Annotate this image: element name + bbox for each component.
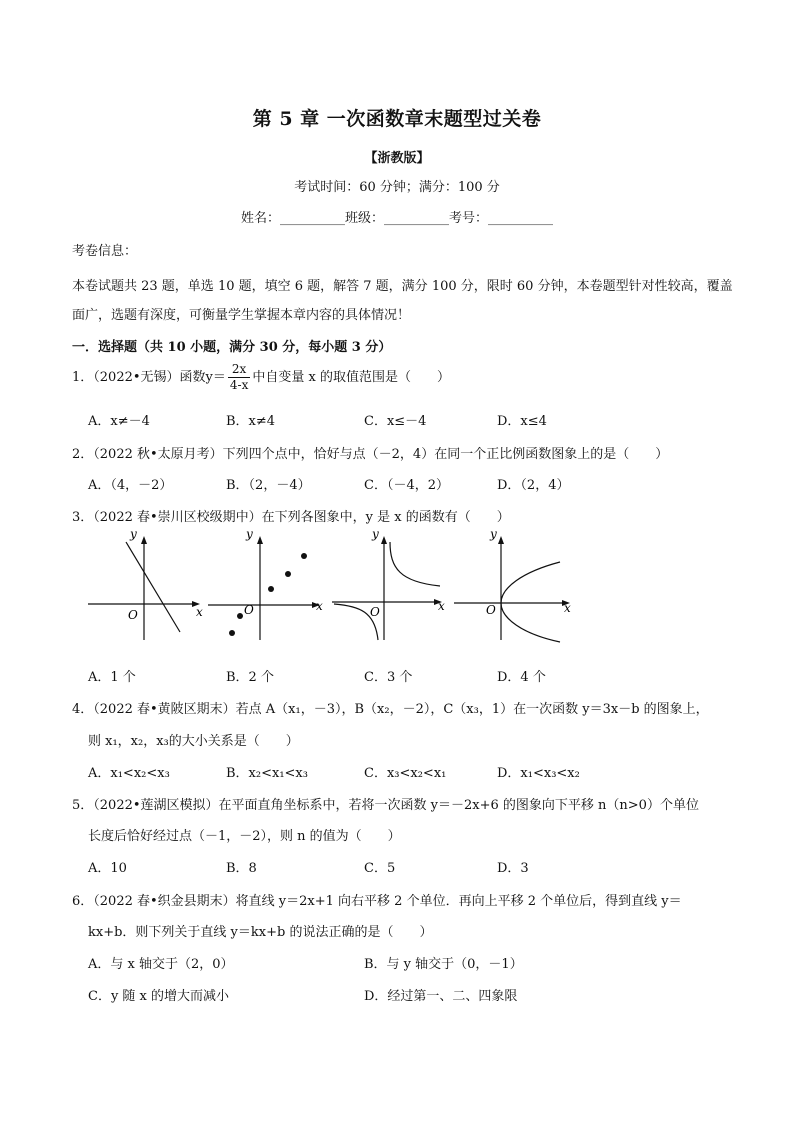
parabola-curve [501,562,560,642]
q1-fraction-numerator: 2x [228,362,250,378]
q5-option-b[interactable]: B．8 [226,861,257,876]
q4-option-a[interactable]: A．x₁<x₂<x₃ [88,766,170,781]
section-heading: 一．选择题（共 10 小题，满分 30 分，每小题 3 分） [72,340,392,355]
x-label: x [196,605,203,619]
q3-option-c[interactable]: C．3 个 [364,670,413,685]
y-axis-arrow [381,536,387,544]
info-label: 考卷信息： [72,244,138,259]
point-3 [268,586,274,592]
q3-graph-1 [88,528,218,643]
info-text-line2: 面广，选题有深度，可衡量学生掌握本章内容的具体情况！ [72,308,411,323]
student-fields: 姓名：__________班级：__________考号：__________ [240,211,553,226]
y-label: y [246,528,253,541]
q6-option-b[interactable]: B．与 y 轴交于（0，－1） [364,957,523,972]
q5-option-a[interactable]: A．10 [88,861,127,876]
q1-fraction-denominator: 4-x [229,378,249,392]
question-6-stem-line1: 6．（2022 春•织金县期末）将直线 y＝2x+1 向右平移 2 个单位．再向上平移 2 个单位后，得到直线 y＝ [72,894,682,909]
question-3-stem: 3．（2022 春•崇川区校级期中）在下列各图象中，y 是 x 的函数有（ ） [72,510,510,525]
q2-option-b[interactable]: B．（2，－4） [226,478,311,493]
question-5-stem-line2: 长度后恰好经过点（－1，－2），则 n 的值为（ ） [88,829,401,844]
q2-option-c[interactable]: C．（－4，2） [364,478,449,493]
q5-option-d[interactable]: D．3 [497,861,529,876]
x-label: x [564,601,571,615]
edition-label: 【浙教版】 [364,151,430,166]
q4-option-b[interactable]: B．x₂<x₁<x₃ [226,766,308,781]
y-label: y [372,528,379,541]
q5-option-c[interactable]: C．5 [364,861,396,876]
q1-y-equals: y＝ [205,370,226,385]
origin-label: O [244,603,254,617]
origin-label: O [370,605,380,619]
point-4 [285,571,291,577]
question-4-stem-line1: 4．（2022 春•黄陂区期末）若点 A（x₁，－3），B（x₂，－2），C（x₃，1）在一次函数 y＝3x－b 的图象上， [72,702,709,717]
y-label: y [490,528,497,541]
point-5 [301,553,307,559]
question-6-stem-line2: kx+b．则下列关于直线 y＝kx+b 的说法正确的是（ ） [88,925,433,940]
q3-graph-2 [208,528,334,643]
origin-label: O [128,608,138,622]
q1-fraction [228,362,250,393]
q3-option-a[interactable]: A．1 个 [88,670,136,685]
question-1-stem [72,362,450,393]
x-label: x [438,599,445,613]
info-text-line1: 本卷试题共 23 题，单选 10 题，填空 6 题，解答 7 题，满分 100 分，限时 60 分钟，本卷题型针对性较高，覆盖 [72,279,733,294]
y-label: y [130,528,137,541]
q1-option-a[interactable]: A．x≠－4 [88,414,150,429]
q3-option-b[interactable]: B．2 个 [226,670,274,685]
q1-suffix: 中自变量 x 的取值范围是（ ） [252,370,450,385]
question-4-stem-line2: 则 x₁，x₂，x₃的大小关系是（ ） [88,734,299,749]
q1-prefix: 1．（2022•无锡）函数 [72,370,206,385]
hyperbola-branch-1 [390,542,440,586]
q1-option-c[interactable]: C．x≤－4 [364,414,427,429]
q3-graph-4 [452,528,582,643]
q2-option-a[interactable]: A．（4，－2） [88,478,173,493]
point-2 [237,613,243,619]
x-label: x [316,599,323,613]
q6-option-c[interactable]: C．y 随 x 的增大而减小 [88,989,230,1004]
point-1 [229,630,235,636]
origin-label: O [486,603,496,617]
question-2-stem: 2．（2022 秋•太原月考）下列四个点中，恰好与点（－2，4）在同一个正比例函数图象上的是（ ） [72,447,669,462]
q4-option-c[interactable]: C．x₃<x₂<x₁ [364,766,447,781]
y-axis-arrow [498,536,504,544]
y-axis-arrow [257,536,263,544]
q6-option-d[interactable]: D．经过第一、二、四象限 [364,989,518,1004]
y-axis-arrow [141,536,147,544]
q3-graph-3 [330,528,460,643]
q4-option-d[interactable]: D．x₁<x₃<x₂ [497,766,580,781]
exam-info: 考试时间：60 分钟；满分：100 分 [294,180,500,195]
question-5-stem-line1: 5．（2022•莲湖区模拟）在平面直角坐标系中，若将一次函数 y＝－2x+6 的图象向下平移 n（n>0）个单位 [72,798,699,813]
q1-option-b[interactable]: B．x≠4 [226,414,276,429]
q2-option-d[interactable]: D．（2，4） [497,478,570,493]
q6-option-a[interactable]: A．与 x 轴交于（2，0） [88,957,234,972]
page-title: 第 5 章 一次函数章末题型过关卷 [252,108,542,130]
q3-option-d[interactable]: D．4 个 [497,670,546,685]
q1-option-d[interactable]: D．x≤4 [497,414,547,429]
